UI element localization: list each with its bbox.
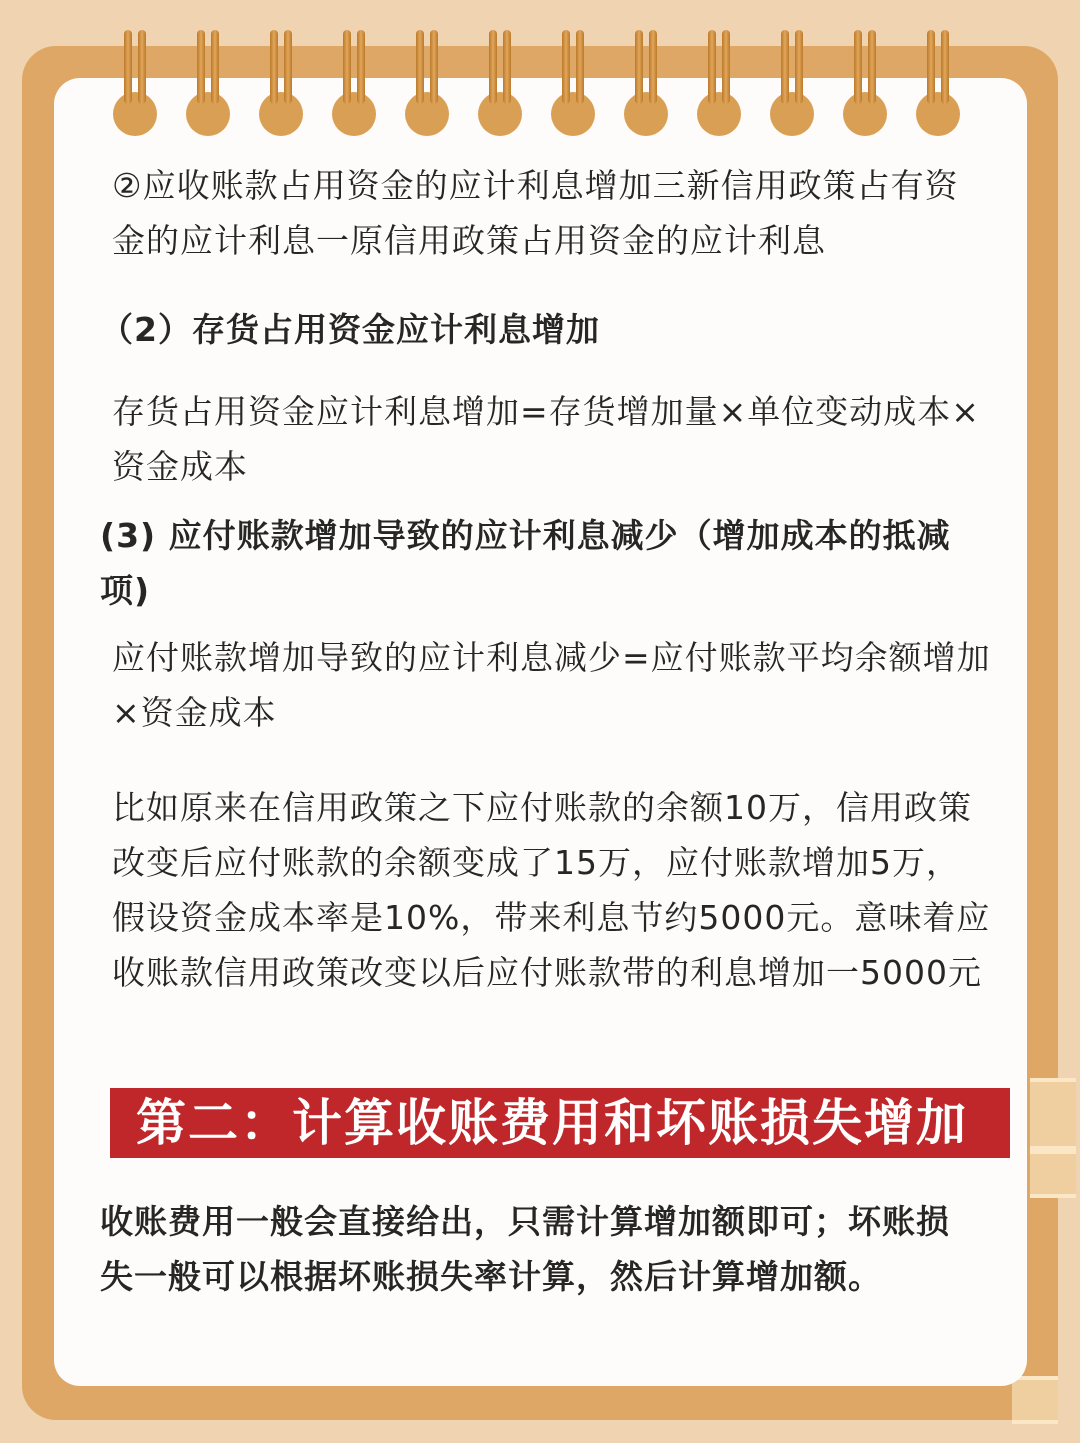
heading-payables-interest: (3) 应付账款增加导致的应计利息减少（增加成本的抵减项) bbox=[100, 516, 951, 610]
binding-ring bbox=[257, 30, 305, 138]
binding-ring bbox=[841, 30, 889, 138]
paragraph-collection-costs: 收账费用一般会直接给出，只需计算增加额即可；坏账损失一般可以根据坏账损失率计算，然后计算增加额。 bbox=[100, 1202, 950, 1296]
binding-ring bbox=[914, 30, 962, 138]
paragraph-interest-formula: ②应收账款占用资金的应计利息增加三新信用政策占有资金的应计利息一原信用政策占用资金的应计利息 bbox=[112, 166, 959, 260]
binding-ring bbox=[403, 30, 451, 138]
binding-ring bbox=[549, 30, 597, 138]
binding-ring bbox=[184, 30, 232, 138]
binding-ring bbox=[476, 30, 524, 138]
paragraph-payables-formula: 应付账款增加导致的应计利息减少=应付账款平均余额增加×资金成本 bbox=[112, 638, 991, 732]
section-banner: 第二：计算收账费用和坏账损失增加 bbox=[110, 1088, 1010, 1158]
paragraph-example: 比如原来在信用政策之下应付账款的余额10万，信用政策改变后应付账款的余额变成了15万，应付账款增加5万，假设资金成本率是10%，带来利息节约5000元。意味着应收账款信用政策改变以后应付账款带的利息增加一5000元 bbox=[112, 788, 991, 992]
side-tab bbox=[1030, 1078, 1076, 1150]
side-tab bbox=[1012, 1376, 1058, 1424]
binding-ring bbox=[622, 30, 670, 138]
side-tab bbox=[1030, 1150, 1076, 1198]
binding-ring bbox=[111, 30, 159, 138]
paragraph-inventory-formula: 存货占用资金应计利息增加=存货增加量×单位变动成本×资金成本 bbox=[112, 392, 980, 486]
binding-ring bbox=[768, 30, 816, 138]
binding-ring bbox=[330, 30, 378, 138]
binding-ring bbox=[695, 30, 743, 138]
heading-inventory-interest: （2）存货占用资金应计利息增加 bbox=[100, 310, 600, 349]
